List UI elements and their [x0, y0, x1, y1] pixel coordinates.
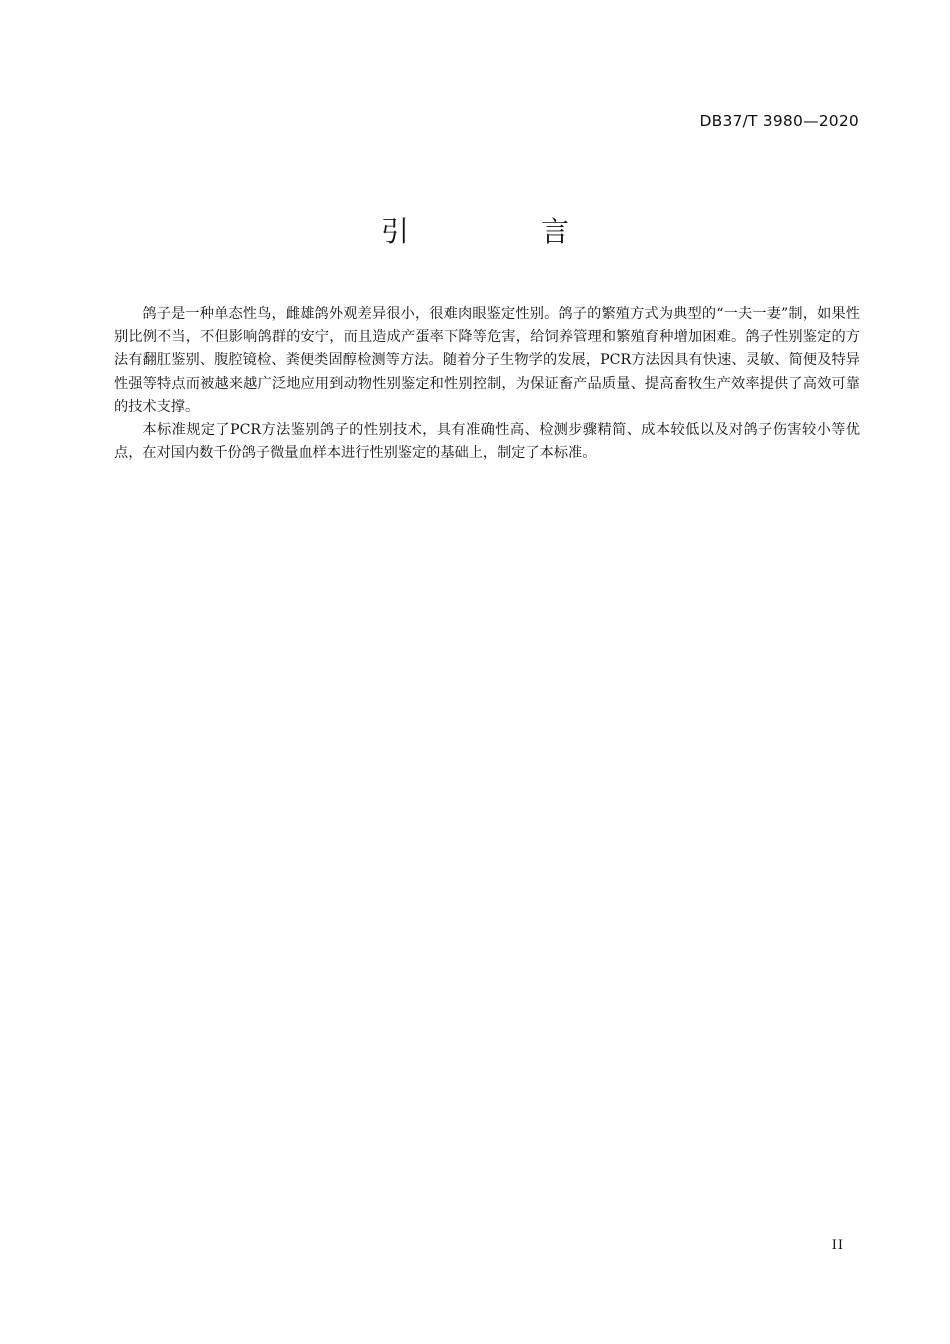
paragraph: 鸽子是一种单态性鸟，雌雄鸽外观差异很小，很难肉眼鉴定性别。鸽子的繁殖方式为典型的“一夫一妻”制，如果性别比例不当，不但影响鸽群的安宁，而且造成产蛋率下降等危害，给饲养管理和繁殖育种增加困难。鸽子性别鉴定的方法有翻肛鉴别、腹腔镜检、粪便类固醇检测等方法。随着分子生物学的发展，PCR方法因具有快速、灵敏、简便及特异性强等特点而被越来越广泛地应用到动物性别鉴定和性别控制，为保证畜产品质量、提高畜牧生产效率提供了高效可靠的技术支撑。 [114, 306, 860, 415]
page-number: II [831, 1238, 844, 1253]
body-text [114, 303, 860, 465]
paragraph: 本标准规定了PCR方法鉴别鸽子的性别技术，具有准确性高、检测步骤精简、成本较低以及对鸽子伤害较小等优点，在对国内数千份鸽子微量血样本进行性别鉴定的基础上，制定了本标准。 [114, 422, 860, 462]
section-title: 引 言 [380, 215, 621, 248]
standard-number: DB37/T 3980—2020 [699, 112, 859, 130]
